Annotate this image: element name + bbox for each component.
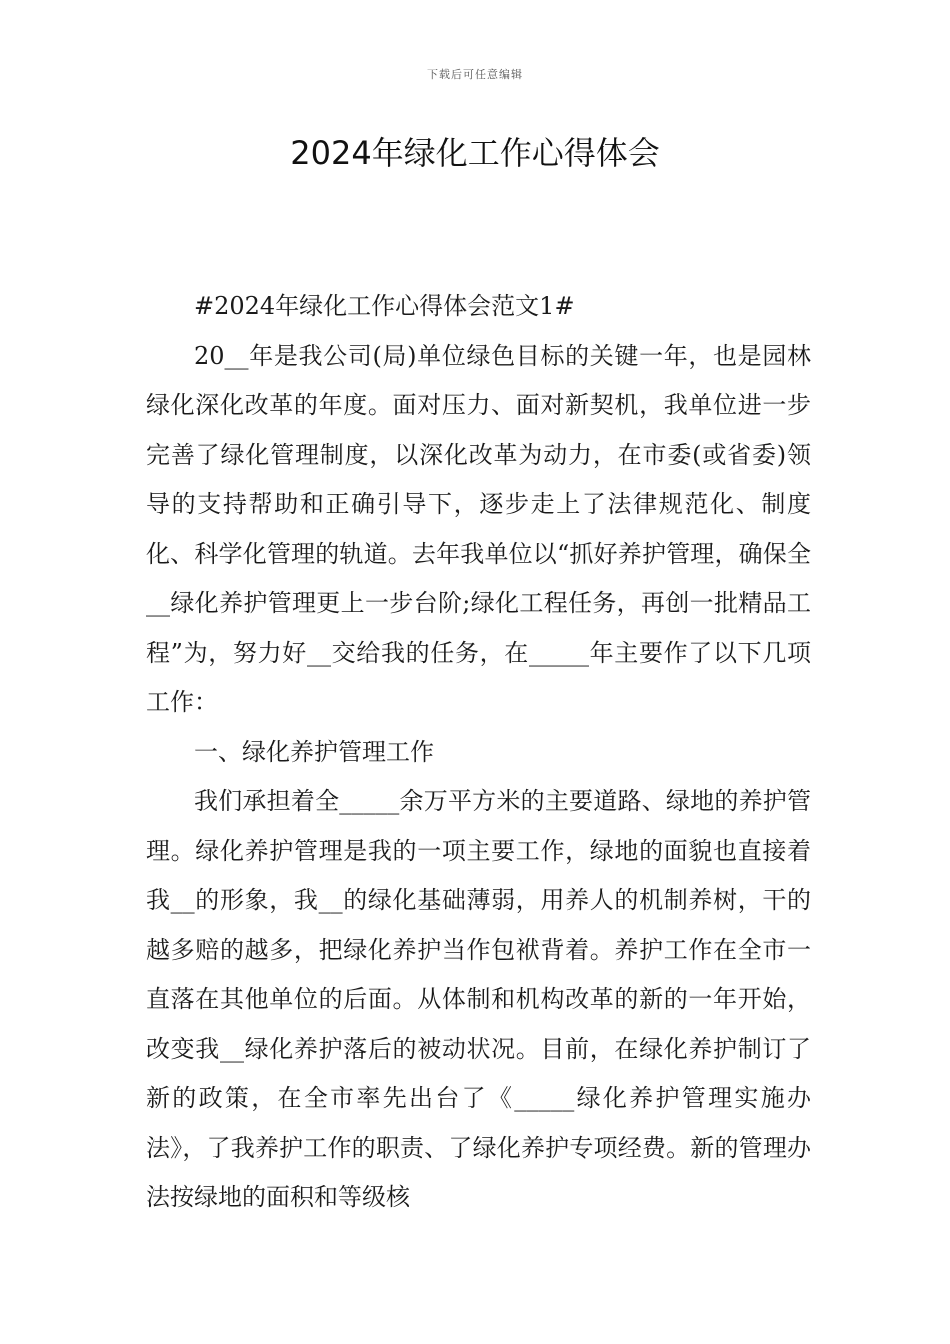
body-paragraph: 我们承担着全_____余万平方米的主要道路、绿地的养护管理。绿化养护管理是我的一项主要工作，绿地的面貌也直接着我__的形象，我__的绿化基础薄弱，用养人的机制养树，干的越多赔的越多，把绿化养护当作包袱背着。养护工作在全市一直落在其他单位的后面。从体制和机构改革的新的一年开始，改变我__绿化养护落后的被动状况。目前，在绿化养护制订了新的政策，在全市率先出台了《_____绿化养护管理实施办法》，了我养护工作的职责、了绿化养护专项经费。新的管理办法按绿地的面积和等级核 (146, 787, 811, 1211)
document-title: 2024年绿化工作心得体会 (290, 134, 660, 172)
subsection-heading: 一、绿化养护管理工作 (194, 737, 434, 766)
section-heading: #2024年绿化工作心得体会范文1# (194, 292, 575, 320)
body-paragraph: 20__年是我公司(局)单位绿色目标的关键一年，也是园林绿化深化改革的年度。面对压力、面对新契机，我单位进一步完善了绿化管理制度，以深化改革为动力，在市委(或省委)领导的支持帮助和正确引导下，逐步走上了法律规范化、制度化、科学化管理的轨道。去年我单位以“抓好养护管理，确保全__绿化养护管理更上一步台阶;绿化工程任务，再创一批精品工程”为，努力好__交给我的任务，在_____年主要作了以下几项工作： (146, 341, 811, 716)
header-note: 下载后可任意编辑 (427, 68, 523, 81)
document-body (146, 282, 811, 1223)
